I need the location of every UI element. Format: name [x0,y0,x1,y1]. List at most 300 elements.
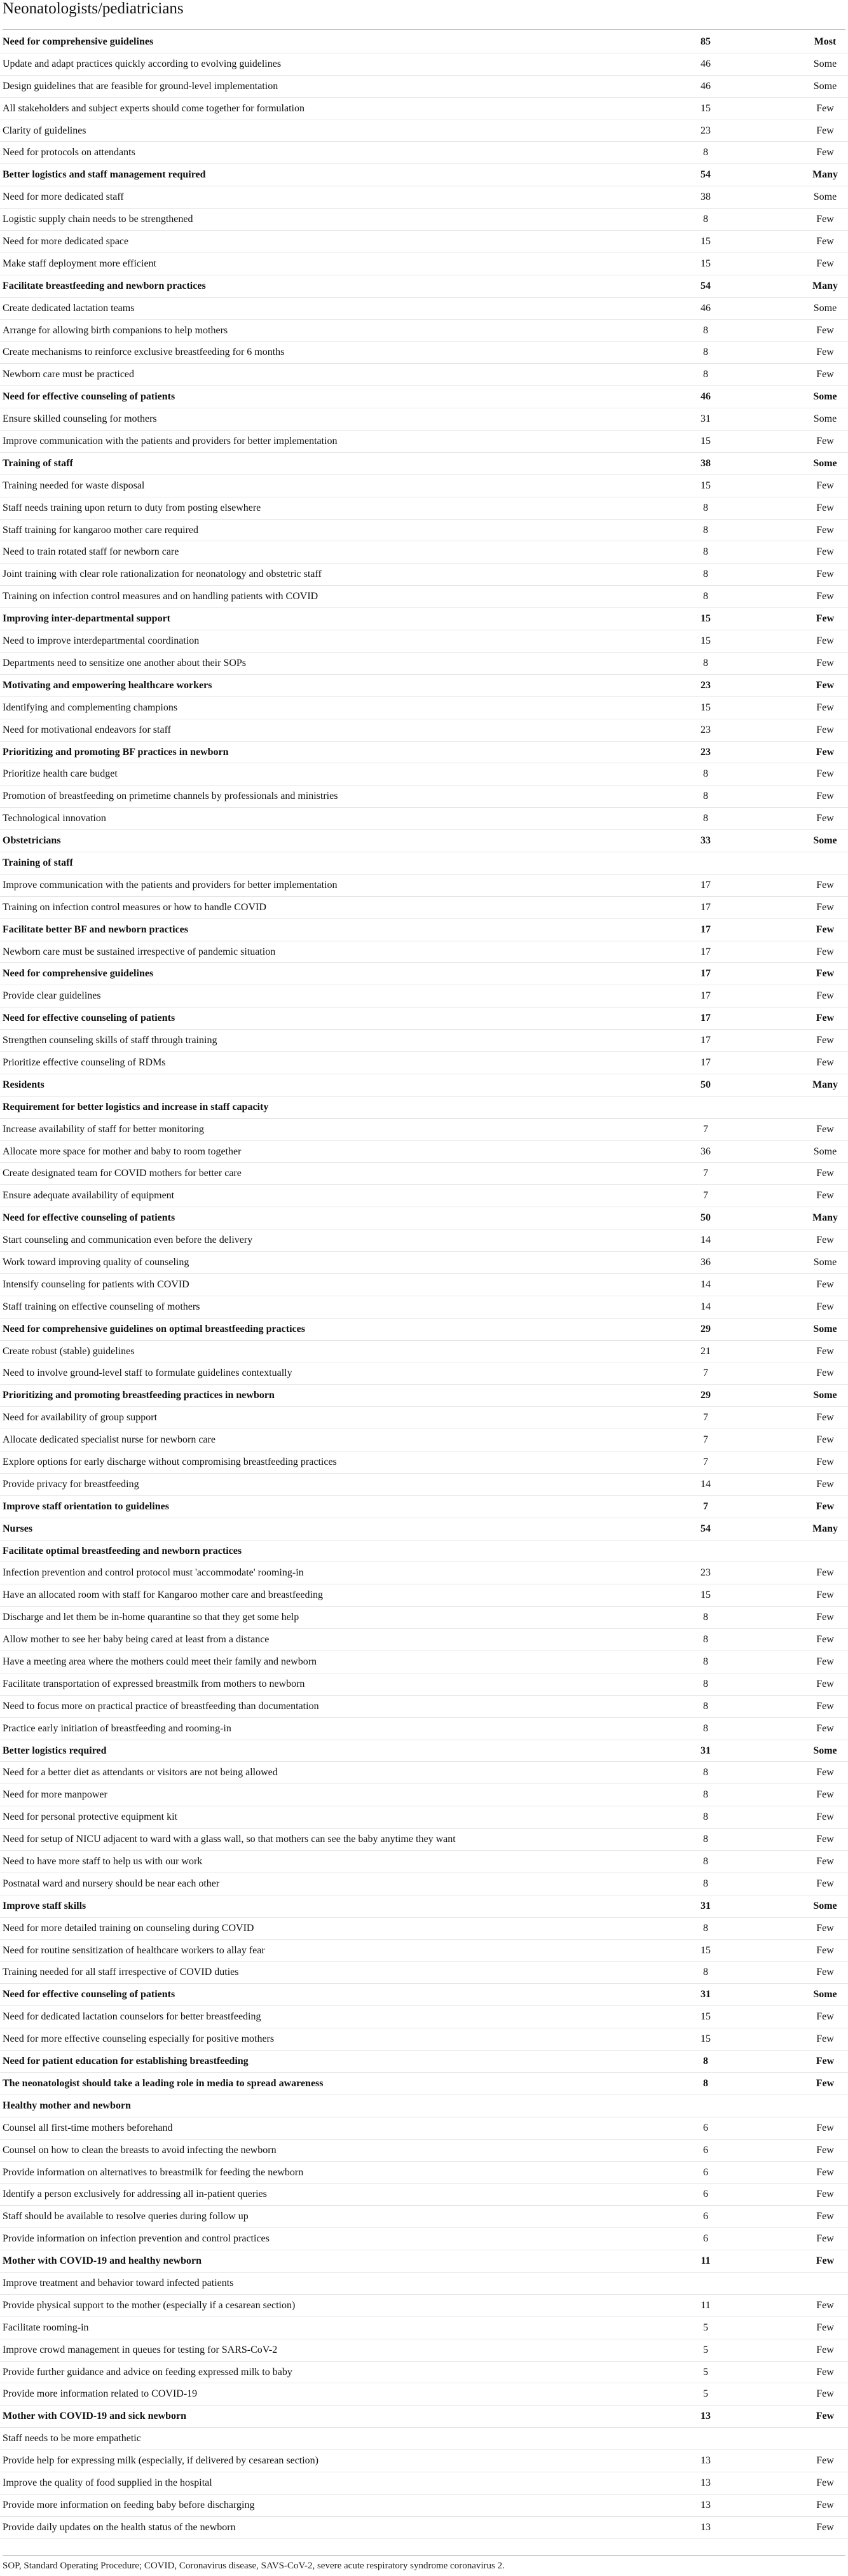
row-count: 46 [701,391,711,403]
table-section-row [0,2095,848,2117]
row-level: Few [816,1589,834,1601]
row-text: Need for setup of NICU adjacent to ward with a glass wall, so that mothers can see the baby anytime they want [3,1834,456,1845]
row-level: Some [813,80,837,92]
row-level: Few [816,258,834,269]
row-count: 8 [703,147,708,158]
table-row [0,786,848,808]
table-section-row [0,675,848,697]
row-level: Few [816,1278,834,1290]
row-level: Few [816,2144,834,2156]
row-text: Design guidelines that are feasible for ground-level implementation [3,80,278,92]
row-text: Intensify counseling for patients with COVID [3,1278,189,1290]
row-level: Few [816,2366,834,2378]
row-text: Logistic supply chain needs to be strengthened [3,214,193,225]
table-row [0,1584,848,1607]
row-text: Need for personal protective equipment kit [3,1811,178,1823]
row-text: Need to involve ground-level staff to formulate guidelines contextually [3,1368,292,1379]
row-text: Create robust (stable) guidelines [3,1345,135,1357]
row-count: 5 [703,2344,708,2355]
row-level: Few [816,102,834,114]
row-level: Few [816,635,834,647]
row-count: 15 [701,702,711,713]
row-text: Facilitate optimal breastfeeding and newborn practices [3,1545,242,1556]
table-row [0,2295,848,2317]
row-count: 54 [701,1523,711,1534]
row-level: Some [813,1146,837,1157]
row-text: Need to improve interdepartmental coordination [3,635,200,647]
row-text: Strengthen counseling skills of staff through training [3,1035,217,1046]
table-row [0,186,848,209]
row-text: Ensure adequate availability of equipment [3,1190,175,1201]
table-row [0,1474,848,1496]
row-count: 8 [703,1767,708,1778]
row-text: Facilitate better BF and newborn practices [3,924,188,935]
row-count: 38 [701,191,711,203]
table-row [0,1673,848,1696]
row-count: 50 [701,1079,711,1090]
table-row [0,231,848,253]
row-count: 17 [701,924,711,935]
table-row [0,342,848,364]
row-count: 15 [701,2011,711,2023]
row-level: Some [813,191,837,203]
table-section-row [0,1895,848,1918]
row-count: 46 [701,58,711,69]
row-level: Few [816,502,834,513]
row-count: 15 [701,236,711,247]
row-count: 85 [701,36,711,47]
row-level: Few [816,236,834,247]
row-text: Need for a better diet as attendants or visitors are not being allowed [3,1767,278,1778]
row-text: Postnatal ward and nursery should be near each other [3,1878,220,1889]
row-text: Improve crowd management in queues for testing for SARS-CoV-2 [3,2344,278,2355]
header-rule [3,29,845,30]
row-count: 11 [701,2255,711,2267]
row-count: 50 [701,1212,711,1224]
row-level: Few [816,2211,834,2222]
row-level: Few [816,1789,834,1801]
row-count: 13 [701,2411,711,2422]
row-text: Training on infection control measures and on handling patients with COVID [3,591,318,602]
row-text: All stakeholders and subject experts should come together for formulation [3,102,304,114]
row-level: Few [816,2189,834,2200]
row-level: Few [816,1168,834,1179]
table-row [0,1429,848,1451]
row-text: Training of staff [3,857,73,868]
row-level: Few [816,1612,834,1623]
row-level: Few [816,1235,834,1246]
row-level: Few [816,1567,834,1579]
table-row [0,76,848,98]
table-row [0,985,848,1008]
row-count: 15 [701,613,711,625]
row-text: Staff training on effective counseling of mothers [3,1301,200,1312]
table-row [0,586,848,608]
row-level: Few [816,2499,834,2510]
row-count: 33 [701,835,711,847]
table-section-row [0,963,848,985]
table-row [0,298,848,320]
row-count: 6 [703,2166,708,2178]
row-level: Few [816,1434,834,1446]
row-level: Few [816,924,835,935]
row-level: Few [816,2033,834,2045]
row-count: 8 [703,2077,708,2089]
table-row [0,2383,848,2406]
row-count: 7 [703,1457,708,1467]
table-row [0,209,848,231]
row-count: 17 [701,1013,711,1024]
table-row [0,1229,848,1252]
table-row [0,941,848,964]
row-text: Create mechanisms to reinforce exclusive breastfeeding for 6 months [3,347,285,358]
row-level: Few [816,1944,834,1956]
row-text: Need for comprehensive guidelines [3,36,154,47]
row-count: 8 [703,502,708,513]
table-row [0,897,848,919]
row-level: Few [816,2344,834,2355]
table-row [0,875,848,897]
row-count: 15 [701,258,711,269]
row-text: Need for protocols on attendants [3,147,135,158]
row-count: 15 [701,2033,711,2045]
row-text: Improve treatment and behavior toward infected patients [3,2277,234,2289]
row-level: Few [816,1123,834,1135]
row-count: 8 [703,347,708,358]
row-text: Training of staff [3,457,73,469]
table-row [0,2450,848,2472]
table-section-row [0,1496,848,1518]
row-count: 17 [701,1035,711,1046]
row-text: Need for motivational endeavors for staff [3,724,171,735]
row-text: Improve the quality of food supplied in the hospital [3,2477,212,2488]
row-text: Need for more manpower [3,1789,107,1801]
row-text: Staff needs training upon return to duty from posting elsewhere [3,502,261,513]
row-level: Few [816,1190,834,1201]
row-level: Many [812,1212,838,1224]
row-count: 17 [701,946,711,957]
row-text: Mother with COVID-19 and sick newborn [3,2411,187,2422]
row-level: Some [813,58,837,69]
table-row [0,364,848,386]
row-count: 8 [703,657,708,668]
table-section-row [0,1319,848,1341]
row-count: 23 [701,125,711,136]
row-count: 6 [703,2189,708,2200]
table-row [0,320,848,342]
table-row [0,1851,848,1873]
row-count: 8 [703,2056,708,2067]
table-row [0,1918,848,1940]
row-text: Need to have more staff to help us with our work [3,1856,203,1867]
row-level: Some [813,1900,837,1911]
row-count: 8 [703,324,708,336]
row-text: Work toward improving quality of counseling [3,1256,189,1268]
row-level: Few [816,1345,834,1357]
row-count: 8 [703,1878,708,1889]
table-row [0,763,848,786]
table-row [0,1718,848,1740]
row-count: 14 [701,1478,711,1490]
row-text: Healthy mother and newborn [3,2100,131,2111]
row-level: Few [816,125,834,136]
row-text: Provide daily updates on the health status of the newborn [3,2521,236,2533]
row-text: Allow mother to see her baby being cared at least from a distance [3,1634,270,1645]
row-level: Some [813,391,837,403]
row-text: Need to train rotated staff for newborn care [3,546,179,558]
row-count: 7 [703,1368,708,1379]
row-text: Facilitate rooming-in [3,2322,89,2333]
row-count: 7 [703,1168,708,1179]
table-section-row [0,31,848,53]
row-text: Improve communication with the patients and providers for better implementation [3,879,338,890]
row-text: Create dedicated lactation teams [3,302,135,314]
row-count: 46 [701,80,711,92]
row-level: Few [816,2011,834,2023]
row-count: 14 [701,1235,711,1246]
row-level: Few [816,724,834,735]
table-section-row [0,852,848,875]
row-level: Few [816,2455,834,2467]
row-level: Many [812,169,838,181]
row-count: 8 [703,1789,708,1801]
row-text: Staff should be available to resolve queries during follow up [3,2211,249,2222]
row-text: Need for effective counseling of patients [3,1212,175,1224]
row-count: 6 [703,2233,708,2245]
row-count: 7 [703,1190,708,1201]
row-count: 5 [703,2366,708,2378]
row-level: Some [813,1323,837,1334]
table-section-row [0,742,848,764]
table-row [0,120,848,142]
row-text: Better logistics and staff management required [3,169,206,181]
table-row [0,1119,848,1141]
table-row [0,2428,848,2450]
row-count: 7 [703,1500,708,1512]
row-text: Provide help for expressing milk (especially, if delivered by cesarean section) [3,2455,319,2467]
row-level: Few [816,591,834,602]
row-level: Few [816,569,834,580]
table-section-row [0,1984,848,2006]
table-row [0,564,848,586]
table-row [0,1629,848,1651]
row-text: Prioritize health care budget [3,768,118,780]
row-text: Improve communication with the patients and providers for better implementation [3,436,338,447]
row-text: Provide physical support to the mother (especially if a cesarean section) [3,2299,296,2311]
table-row [0,2228,848,2250]
row-text: Arrange for allowing birth companions to help mothers [3,324,228,336]
row-text: Need for more dedicated staff [3,191,124,203]
row-count: 6 [703,2122,708,2133]
table-row [0,2184,848,2206]
row-level: Few [816,1811,834,1823]
table-row [0,2140,848,2162]
row-text: Ensure skilled counseling for mothers [3,413,157,425]
row-level: Few [816,1500,835,1512]
table-section-row [0,2073,848,2095]
row-count: 31 [701,1900,711,1911]
row-level: Few [816,1056,834,1068]
row-count: 11 [701,2299,711,2311]
row-level: Some [813,1745,837,1756]
table-section-row [0,386,848,408]
row-text: Staff training for kangaroo mother care required [3,524,199,536]
row-level: Few [816,1634,834,1645]
row-count: 8 [703,1700,708,1712]
row-text: Start counseling and communication even before the delivery [3,1235,253,1246]
row-level: Most [814,36,837,47]
row-text: Counsel on how to clean the breasts to avoid infecting the newborn [3,2144,277,2156]
row-text: Create designated team for COVID mothers for better care [3,1168,242,1179]
row-level: Few [816,2255,835,2267]
row-text: Facilitate transportation of expressed breastmilk from mothers to newborn [3,1678,305,1689]
table-section-row [0,608,848,630]
table-section-row [0,453,848,475]
row-count: 54 [701,169,711,181]
row-count: 15 [701,635,711,647]
row-count: 8 [703,546,708,558]
row-count: 8 [703,1834,708,1845]
table-row [0,1362,848,1385]
row-level: Few [816,1412,834,1423]
row-text: Newborn care must be practiced [3,369,135,380]
row-text: Clarity of guidelines [3,125,86,136]
row-level: Some [813,835,837,847]
row-count: 8 [703,1856,708,1867]
row-count: 15 [701,1589,711,1601]
row-text: Update and adapt practices quickly according to evolving guidelines [3,58,282,69]
row-count: 13 [701,2455,711,2467]
row-count: 23 [701,724,711,735]
table-section-row [0,1008,848,1030]
row-level: Few [816,1700,834,1712]
row-count: 54 [701,280,711,291]
row-count: 7 [703,1412,708,1423]
row-count: 8 [703,1922,708,1934]
row-text: Need for effective counseling of patients [3,1989,175,2000]
row-level: Some [813,302,837,314]
row-level: Few [816,2411,835,2422]
table-section-row [0,1385,848,1407]
row-count: 17 [701,990,711,1002]
row-level: Few [816,1722,834,1734]
row-level: Few [816,369,834,380]
table-section-row [0,919,848,941]
row-count: 29 [701,1323,711,1334]
row-text: Training on infection control measures or how to handle COVID [3,901,266,913]
row-level: Few [816,480,834,491]
row-level: Few [816,702,834,713]
row-text: Need for dedicated lactation counselors for better breastfeeding [3,2011,261,2023]
row-text: Provide further guidance and advice on feeding expressed milk to baby [3,2366,292,2378]
row-text: Prioritizing and promoting BF practices in newborn [3,746,229,758]
row-count: 8 [703,369,708,380]
table-section-row [0,1518,848,1541]
row-count: 17 [701,1056,711,1068]
table-section-row [0,2051,848,2073]
table-title: Neonatologists/pediatricians [3,0,184,17]
row-count: 8 [703,1634,708,1645]
table-row [0,653,848,675]
row-count: 14 [701,1301,711,1312]
table-section-row [0,1740,848,1762]
row-level: Few [816,791,834,802]
row-level: Few [816,1967,834,1978]
row-text: Need to focus more on practical practice of breastfeeding than documentation [3,1700,319,1712]
table-row [0,98,848,120]
table-section-row [0,1207,848,1229]
row-level: Few [816,613,835,625]
row-count: 8 [703,1678,708,1689]
table-row [0,431,848,453]
row-count: 23 [701,1567,711,1579]
row-text: Need for patient education for establishing breastfeeding [3,2056,249,2067]
row-level: Few [816,1478,834,1490]
row-count: 36 [701,1256,711,1268]
row-level: Few [816,546,834,558]
row-count: 8 [703,791,708,802]
row-level: Few [816,2056,835,2067]
table-row [0,1562,848,1584]
row-level: Few [816,2077,835,2089]
row-level: Few [816,347,834,358]
row-count: 8 [703,1656,708,1668]
row-level: Few [816,990,834,1002]
row-text: Need for routine sensitization of healthcare workers to allay fear [3,1944,265,1956]
table-row [0,1274,848,1296]
row-level: Few [816,147,834,158]
row-text: Allocate dedicated specialist nurse for newborn care [3,1434,215,1446]
row-level: Few [816,1013,835,1024]
table-section-row [0,1097,848,1119]
row-level: Some [813,413,837,425]
row-level: Few [816,1301,834,1312]
row-text: Training needed for waste disposal [3,480,145,491]
row-level: Few [816,968,835,980]
row-text: Need for more dedicated space [3,236,129,247]
table-section-row [0,1074,848,1097]
row-level: Many [812,1523,838,1534]
row-level: Few [816,214,834,225]
row-level: Few [816,1656,834,1668]
row-level: Few [816,879,834,890]
table-row [0,2362,848,2384]
row-level: Many [812,280,838,291]
table-row [0,2273,848,2295]
row-text: Joint training with clear role rationalization for neonatology and obstetric staff [3,569,322,580]
table-row [0,1163,848,1185]
row-text: Infection prevention and control protocol must 'accommodate' rooming-in [3,1567,304,1579]
row-count: 36 [701,1146,711,1157]
row-level: Few [816,901,834,913]
row-text: Provide information on alternatives to breastmilk for feeding the newborn [3,2166,304,2178]
table-row [0,719,848,742]
table-row [0,2339,848,2362]
row-text: Prioritizing and promoting breastfeeding practices in newborn [3,1390,275,1401]
row-level: Many [812,1079,838,1090]
row-count: 31 [701,413,711,425]
table-section-row [0,1541,848,1563]
row-count: 8 [703,591,708,602]
row-text: Training needed for all staff irrespective of COVID duties [3,1967,239,1978]
row-level: Few [816,1834,834,1845]
row-text: Increase availability of staff for better monitoring [3,1123,204,1135]
table-row [0,253,848,275]
row-level: Few [816,2122,834,2133]
row-text: Provide more information on feeding baby before discharging [3,2499,255,2510]
table-row [0,1829,848,1851]
row-text: Need for more effective counseling especially for positive mothers [3,2033,275,2045]
